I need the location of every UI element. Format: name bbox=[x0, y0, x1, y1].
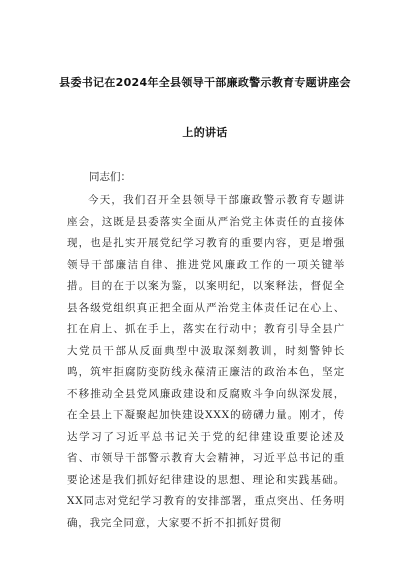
body-paragraph: 今天，我们召开全县领导干部廉政警示教育专题讲座会，这既是县委落实全面从严治党主体责任的直接体现，也是扎实开展党纪学习教育的重要内容，更是增强领导干部廉洁自律、推进党风廉政工作的一项关键举措。目的在于以案为鉴，以案明纪，以案释法，督促全县各级党组织真正把全面从严治党主体责任记在心上、扛在肩上、抓在手上，落实在行动中；教育引导全县广大党员干部从反面典型中汲取深刻教训，时刻警钟长鸣，筑牢拒腐防变防线永葆清正廉洁的政治本色，坚定不移推动全县党风廉政建设和反腐败斗争向纵深发展，在全县上下凝聚起加快建设XXX的磅礴力量。刚才，传达学习了习近平总书记关于党的纪律建设重要论述及省、市领导干部警示教育大会精神，习近平总书记的重要论述是我们抓好纪律建设的思想、理论和实践基础。XX同志对党纪学习教育的安排部署，重点突出、任务明确，我完全同意，大家要不折不扣抓好贯彻 bbox=[67, 194, 345, 529]
document-title: 县委书记在2024年全县领导干部廉政警示教育专题讲座会 bbox=[59, 76, 351, 89]
document-subtitle: 上的讲话 bbox=[182, 126, 228, 139]
salutation: 同志们： bbox=[89, 171, 131, 183]
